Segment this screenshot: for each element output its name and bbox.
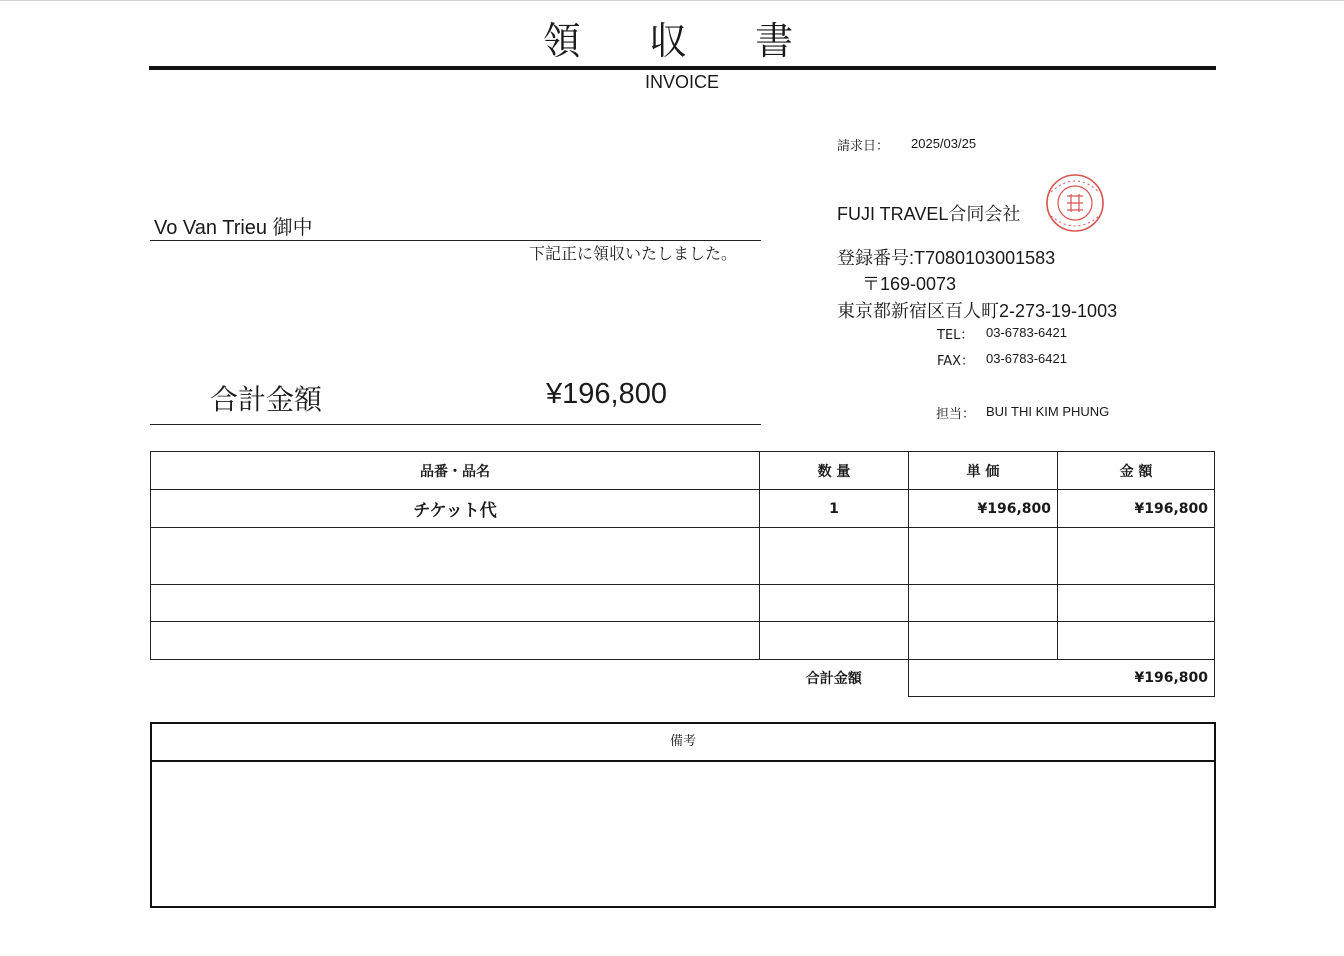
table-row bbox=[151, 622, 1215, 660]
cell-item-name bbox=[151, 528, 760, 585]
items-table bbox=[150, 451, 1215, 697]
table-row bbox=[151, 490, 1215, 528]
remarks-box bbox=[150, 722, 1216, 908]
invoice-date-value: 2025/03/25 bbox=[911, 136, 977, 151]
tel-value: 03-6783-6421 bbox=[986, 325, 1067, 340]
table-row bbox=[151, 528, 1215, 585]
fax-value: 03-6783-6421 bbox=[986, 351, 1067, 366]
cell-item-name bbox=[151, 622, 760, 660]
cell-amount bbox=[1058, 585, 1215, 622]
cell-unit-price bbox=[909, 528, 1058, 585]
issuer-postal-code: 〒169-0073 bbox=[862, 274, 957, 294]
title-underline bbox=[149, 66, 1216, 70]
document-subtitle: INVOICE bbox=[644, 72, 719, 92]
total-amount-label: 合計金額 bbox=[210, 383, 323, 416]
sum-label: 合計金額 bbox=[805, 671, 862, 688]
cell-amount: ¥196,800 bbox=[1058, 490, 1215, 528]
issuer-company: FUJI TRAVEL合同会社 bbox=[837, 204, 1021, 224]
table-header-row bbox=[151, 452, 1215, 490]
cell-unit-price: ¥196,800 bbox=[909, 490, 1058, 528]
cell-quantity: 1 bbox=[760, 490, 909, 528]
cell-item-name bbox=[151, 585, 760, 622]
invoice-date-label: 請求日： bbox=[837, 139, 890, 154]
company-seal-icon bbox=[1041, 172, 1109, 234]
header-unit-price: 単 価 bbox=[909, 452, 1058, 490]
cell-quantity bbox=[760, 528, 909, 585]
cell-quantity bbox=[760, 585, 909, 622]
table-row bbox=[151, 585, 1215, 622]
cell-amount bbox=[1058, 622, 1215, 660]
remarks-label: 備考 bbox=[152, 724, 1214, 762]
client-name: Vo Van Trieu 御中 bbox=[154, 217, 313, 239]
staff-label: 担当： bbox=[936, 407, 976, 422]
total-underline bbox=[150, 424, 761, 425]
sum-value: ¥196,800 bbox=[909, 660, 1215, 697]
cell-unit-price bbox=[909, 622, 1058, 660]
cell-quantity bbox=[760, 622, 909, 660]
tel-label: TEL： bbox=[937, 328, 974, 343]
header-item-name: 品番・品名 bbox=[151, 452, 760, 490]
cell-amount bbox=[1058, 528, 1215, 585]
sum-spacer bbox=[151, 660, 760, 697]
remarks-content bbox=[152, 762, 1214, 778]
total-amount-value: ¥196,800 bbox=[546, 378, 667, 410]
table-total-row bbox=[151, 660, 1215, 697]
header-quantity: 数 量 bbox=[760, 452, 909, 490]
issuer-address: 東京都新宿区百人町2-273-19-1003 bbox=[837, 301, 1118, 321]
cell-unit-price bbox=[909, 585, 1058, 622]
header-amount: 金 額 bbox=[1058, 452, 1215, 490]
cell-item-name: チケット代 bbox=[151, 490, 760, 528]
staff-name: BUI THI KIM PHUNG bbox=[986, 404, 1110, 419]
issuer-registration-number: 登録番号:T7080103001583 bbox=[837, 248, 1056, 268]
receipt-note: 下記正に領収いたしました。 bbox=[529, 244, 738, 263]
document-title: 領 収 書 bbox=[542, 19, 822, 63]
fax-label: FAX： bbox=[937, 354, 975, 369]
page-top-border bbox=[0, 0, 1344, 1]
